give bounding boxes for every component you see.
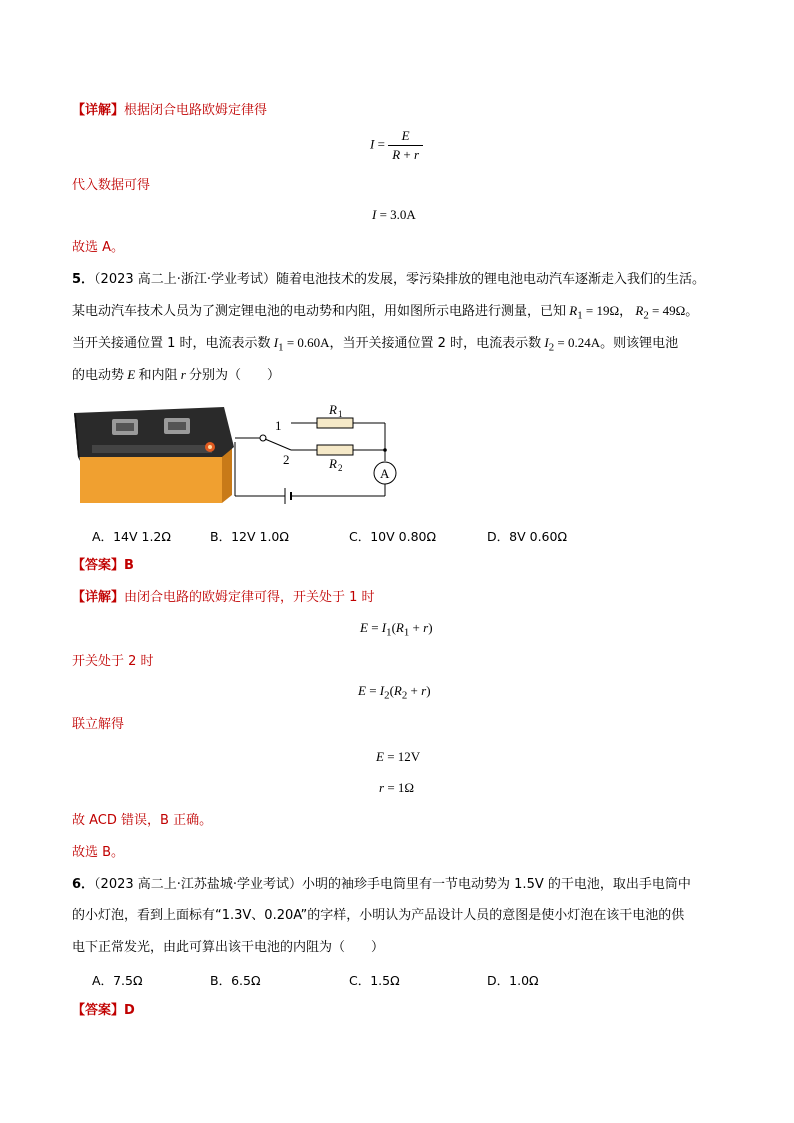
formula-i-result: I = 3.0A: [372, 207, 416, 222]
q5-source: （2023 高二上·浙江·学业考试）: [94, 272, 277, 287]
formula-i-fraction: I = $\frac{E}{R + r}$: [370, 128, 423, 163]
q6-line-1: [72, 875, 691, 895]
q6-option-d: [487, 971, 539, 989]
circuit-diagram: [225, 395, 405, 505]
detail-tag: 【详解】: [72, 590, 125, 605]
q6-source: （2023 高二上·江苏盐城·学业考试）: [94, 877, 303, 892]
option-letter: C．: [349, 529, 371, 544]
option-letter: B．: [210, 973, 232, 988]
q5-answer-line: [72, 556, 134, 576]
switch-position-1: 1: [275, 418, 282, 433]
q5-option-b: [210, 527, 289, 545]
q5-switch2-text: 开关处于 2 时: [72, 654, 154, 669]
q5-line3-a: 当开关接通位置 1 时，电流表示数: [72, 336, 271, 351]
q6-line1-rest: 小明的袖珍手电筒里有一节电动势为 1.5V 的干电池，取出手电筒中: [302, 877, 691, 892]
option-letter: C．: [349, 973, 371, 988]
option-letter: D．: [487, 529, 510, 544]
option-text: 1.0Ω: [509, 973, 539, 988]
lithium-battery-image: [72, 405, 237, 505]
q4-detail-line: [72, 101, 267, 121]
formula-e-i1: $E = I_1(R_1 + r)$: [360, 620, 433, 639]
q5-line-1: [72, 270, 705, 290]
i1-value: = 0.60A，: [286, 335, 343, 350]
q5-line-3: 当开关接通位置 1 时，电流表示数 $I_1 = 0.60A$，当开关接通位置 2 时，电流表示数 $I_2 = 0.24A$。则该锂电池: [72, 335, 679, 354]
option-text: 8V 0.60Ω: [509, 529, 568, 544]
option-text: 6.5Ω: [231, 973, 261, 988]
q5-line4-a: 的电动势: [72, 368, 125, 383]
option-text: 14V 1.2Ω: [113, 529, 171, 544]
q4-detail-text: 根据闭合电路欧姆定律得: [124, 103, 268, 118]
q4-conclusion: 故选 A。: [72, 240, 125, 255]
q5-line4-b: 和内阻: [138, 368, 178, 383]
q5-detail-line: [72, 588, 375, 608]
formula-r-result: r = 1Ω: [379, 780, 415, 795]
r2-subscript: 2: [338, 463, 343, 473]
q5-option-d: [487, 527, 567, 545]
option-letter: A．: [92, 529, 114, 544]
q6-answer-line: [72, 1001, 135, 1021]
q5-solve-text: 联立解得: [72, 717, 125, 732]
i2-value: = 0.24A。: [557, 335, 614, 350]
q6-line-3: 电下正常发光，由此可算出该干电池的内阻为（ ）: [72, 940, 385, 955]
answer-tag: 【答案】: [72, 558, 125, 573]
q5-line4-c: 分别为（ ）: [189, 368, 281, 383]
q6-number: 6．: [72, 877, 95, 892]
r2-value: = 49Ω。: [652, 303, 699, 318]
q6-option-a: [92, 971, 143, 989]
switch-position-2: 2: [283, 452, 290, 467]
q5-number: 5．: [72, 272, 95, 287]
option-letter: A．: [92, 973, 114, 988]
formula-e-i2: $E = I_2(R_2 + r)$: [358, 683, 431, 702]
e-result-value: = 12V: [387, 749, 421, 764]
option-text: 12V 1.0Ω: [231, 529, 289, 544]
answer-value: D: [124, 1003, 135, 1018]
q5-option-c: [349, 527, 436, 545]
q5-option-a: [92, 527, 171, 545]
q5-line3-c: 则该锂电池: [613, 336, 679, 351]
q5-conclusion: 故选 B。: [72, 845, 125, 860]
q5-detail-text: 由闭合电路的欧姆定律可得，开关处于 1 时: [124, 590, 375, 605]
q5-line1-rest: 随着电池技术的发展，零污染排放的锂电池电动汽车逐渐走入我们的生活。: [276, 272, 706, 287]
q6-option-b: [210, 971, 261, 989]
option-text: 7.5Ω: [113, 973, 143, 988]
q5-line3-b: 当开关接通位置 2 时，电流表示数: [342, 336, 542, 351]
q4-sub-text: 代入数据可得: [72, 178, 151, 193]
r1-subscript: 1: [338, 409, 343, 419]
option-letter: B．: [210, 529, 232, 544]
q6-line-2: 的小灯泡，看到上面标有“1.3V、0.20A”的字样，小明认为产品设计人员的意图是使小灯泡在该干电池的供: [72, 908, 685, 923]
q5-line-2: 某电动汽车技术人员为了测定锂电池的电动势和内阻，用如图所示电路进行测量，已知 $R_1 = 19\Omega$， $R_2 = 49\Omega$。: [72, 303, 699, 322]
r1-value: = 19Ω，: [585, 303, 633, 318]
detail-tag: 【详解】: [72, 103, 125, 118]
r1-label: R: [329, 402, 337, 417]
r-result-value: = 1Ω: [387, 780, 415, 795]
q6-option-c: [349, 971, 400, 989]
option-text: 10V 0.80Ω: [370, 529, 437, 544]
formula-e-result: E = 12V: [376, 749, 421, 764]
option-text: 1.5Ω: [370, 973, 400, 988]
i-result-value: = 3.0A: [379, 207, 416, 222]
q5-line2-text: 某电动汽车技术人员为了测定锂电池的电动势和内阻，用如图所示电路进行测量，已知: [72, 304, 567, 319]
q5-wrong-text: 故 ACD 错误，B 正确。: [72, 813, 213, 828]
q5-line-4: 的电动势 E 和内阻 r 分别为（ ）: [72, 367, 281, 383]
answer-tag: 【答案】: [72, 1003, 125, 1018]
answer-value: B: [124, 558, 134, 573]
option-letter: D．: [487, 973, 510, 988]
r2-label: R: [329, 456, 337, 471]
ammeter-label: A: [380, 466, 390, 481]
